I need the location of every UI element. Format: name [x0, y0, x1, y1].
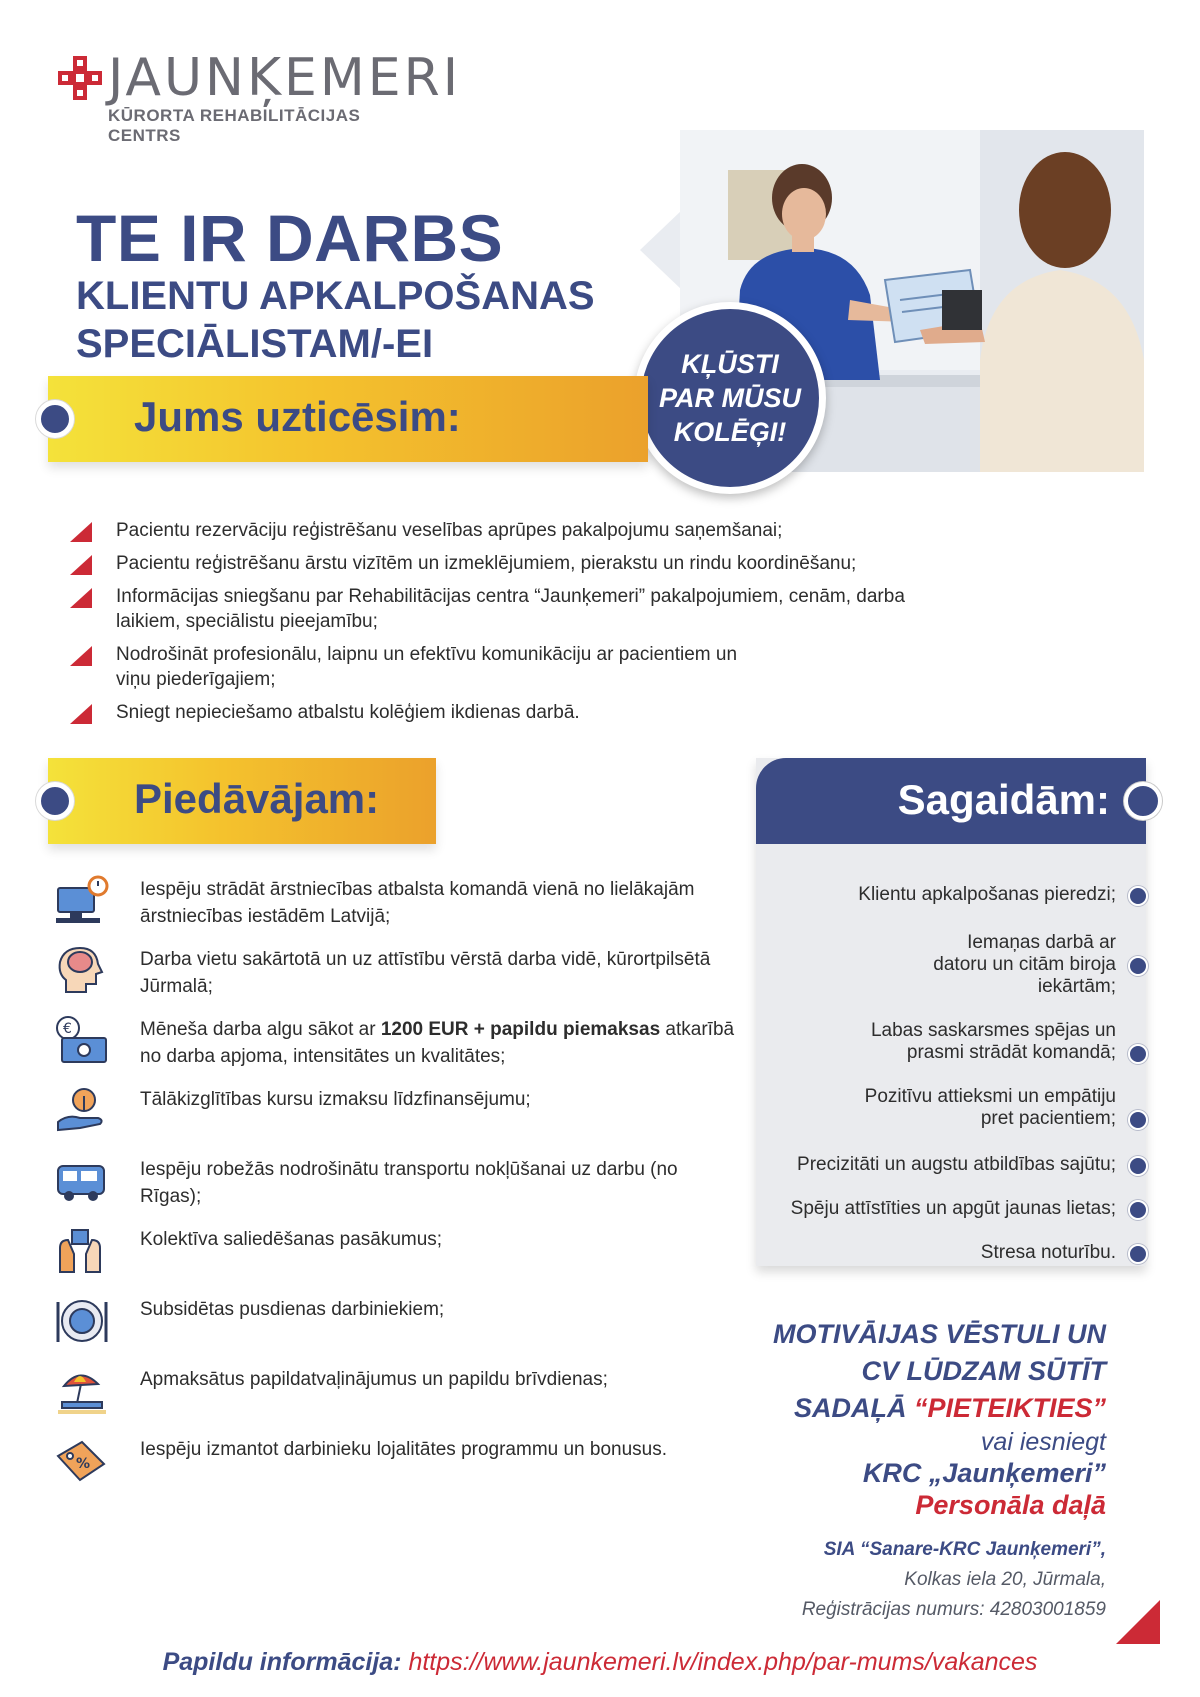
expectations-title: Sagaidām: — [897, 776, 1110, 823]
svg-text:%: % — [76, 1456, 91, 1472]
contact-line: SADAĻĀ “PIETEIKTIES” — [793, 1393, 1106, 1423]
circle-bullet-icon — [1128, 1044, 1148, 1064]
list-item: Klientu apkalpošanas pieredzi; — [760, 884, 1116, 906]
list-item: Pacientu reģistrēšanu ārstu vizītēm un izmeklējumiem, pierakstu un rindu koordinēšanu; — [70, 551, 970, 576]
bus-icon — [54, 1154, 110, 1208]
banner-dot — [36, 400, 74, 438]
money-euro-icon — [54, 1014, 110, 1068]
position-title: KLIENTU APKALPOŠANAS SPECIĀLISTAM/-EI — [76, 274, 595, 366]
list-item: Precizitāti un augstu atbildības sajūtu; — [760, 1154, 1116, 1176]
logo-name: JAUNĶEMERI — [108, 48, 462, 108]
circle-bullet-icon — [1128, 886, 1148, 906]
contact-line: vai iesniegt — [980, 1428, 1106, 1456]
offers-title: Piedāvājam: — [134, 775, 380, 822]
join-badge — [634, 302, 826, 494]
expectations-list — [760, 884, 1116, 1264]
triangle-bullet-icon — [70, 555, 92, 575]
triangle-bullet-icon — [70, 588, 92, 608]
list-item: Subsidētas pusdienas darbiniekiem; — [54, 1294, 734, 1348]
triangle-bullet-icon — [70, 646, 92, 666]
company-name: SIA “Sanare-KRC Jaunķemeri”, — [823, 1539, 1106, 1560]
list-item: Iespēju robežās nodrošinātu transportu nokļūšanai uz darbu (no Rīgas); — [54, 1154, 734, 1208]
footer — [0, 1648, 1200, 1677]
header-dot — [1124, 782, 1162, 820]
list-item: Nodrošināt profesionālu, laipnu un efektīvu komunikāciju ar pacientiem un viņu piederīgajiem; — [70, 642, 750, 692]
footer-label: Papildu informācija: — [162, 1648, 402, 1676]
logo-subtitle: KŪRORTA REHABILITĀCIJAS CENTRS — [108, 106, 361, 145]
tasks-list — [70, 518, 970, 733]
contact-line: MOTIVĀIJAS VĒSTULI UN — [772, 1319, 1106, 1349]
list-item: Darba vietu sakārtotā un uz attīstību vērstā darba vidē, kūrortpilsētā Jūrmalā; — [54, 944, 734, 998]
circle-bullet-icon — [1128, 1200, 1148, 1220]
list-item: Iemaņas darbā ar datoru un citām biroja iekārtām; — [910, 932, 1116, 998]
triangle-bullet-icon — [70, 704, 92, 724]
company-address: Kolkas iela 20, Jūrmala, — [904, 1569, 1106, 1590]
list-item: € Mēneša darba algu sākot ar 1200 EUR + papildu piemaksas atkarībā no darba apjoma, intensitātes un kvalitātes; — [54, 1014, 734, 1068]
offers-list — [54, 874, 734, 1504]
circle-bullet-icon — [1128, 1110, 1148, 1130]
list-item: Labas saskarsmes spējas un prasmi strādāt komandā; — [870, 1020, 1116, 1064]
list-item: Stresa noturību. — [760, 1242, 1116, 1264]
contact-line: CV LŪDZAM SŪTĪT — [861, 1356, 1106, 1386]
plate-cutlery-icon — [54, 1294, 110, 1348]
list-item: Kolektīva saliedēšanas pasākumus; — [54, 1224, 734, 1278]
contact-line: Personāla daļā — [915, 1490, 1106, 1520]
corner-triangle — [1116, 1600, 1160, 1644]
tasks-title: Jums uzticēsim: — [134, 393, 461, 440]
computer-clock-icon — [54, 874, 110, 928]
page-title: TE IR DARBS — [76, 201, 504, 275]
vacancies-link[interactable]: https://www.jaunkemeri.lv/index.php/par-mums/vakances — [408, 1648, 1038, 1676]
photo-notch — [640, 210, 682, 290]
list-item: Iespēju strādāt ārstniecības atbalsta komandā vienā no lielākajām ārstniecības iestādēm Latvijā; — [54, 874, 734, 928]
list-item: Informācijas sniegšanu par Rehabilitācijas centra “Jaunķemeri” pakalpojumiem, cenām, darba laikiem, speciālistu pieejamību; — [70, 584, 930, 634]
badge-text: KĻŪSTI PAR MŪSU KOLĒĢI! — [658, 349, 801, 447]
circle-bullet-icon — [1128, 956, 1148, 976]
circle-bullet-icon — [1128, 1244, 1148, 1264]
banner-dot — [36, 782, 74, 820]
list-item: % Iespēju izmantot darbinieku lojalitātes programmu un bonusus. — [54, 1434, 734, 1488]
cross-ornament-icon — [58, 56, 102, 100]
hand-growth-icon — [54, 1084, 110, 1138]
logo — [58, 48, 462, 145]
list-item: Tālākizglītības kursu izmaksu līdzfinansējumu; — [54, 1084, 734, 1138]
list-item: Apmaksātus papildatvaļinājumus un papildu brīvdienas; — [54, 1364, 734, 1418]
contact-block — [740, 1316, 1106, 1625]
list-item: Sniegt nepieciešamo atbalstu kolēģiem ikdienas darbā. — [70, 700, 970, 725]
discount-tag-icon — [54, 1434, 110, 1488]
triangle-bullet-icon — [70, 522, 92, 542]
contact-line: KRC „Jaunķemeri” — [862, 1458, 1106, 1488]
circle-bullet-icon — [1128, 1156, 1148, 1176]
list-item: Pozitīvu attieksmi un empātiju pret pacientiem; — [860, 1086, 1116, 1130]
svg-text:€: € — [63, 1021, 72, 1037]
registration-number: Reģistrācijas numurs: 42803001859 — [801, 1599, 1106, 1620]
head-brain-icon — [54, 944, 110, 998]
list-item: Spēju attīstīties un apgūt jaunas lietas; — [760, 1198, 1116, 1220]
beach-umbrella-icon — [54, 1364, 110, 1418]
list-item: Pacientu rezervāciju reģistrēšanu veselības aprūpes pakalpojumu saņemšanai; — [70, 518, 970, 543]
team-hands-icon — [54, 1224, 110, 1278]
